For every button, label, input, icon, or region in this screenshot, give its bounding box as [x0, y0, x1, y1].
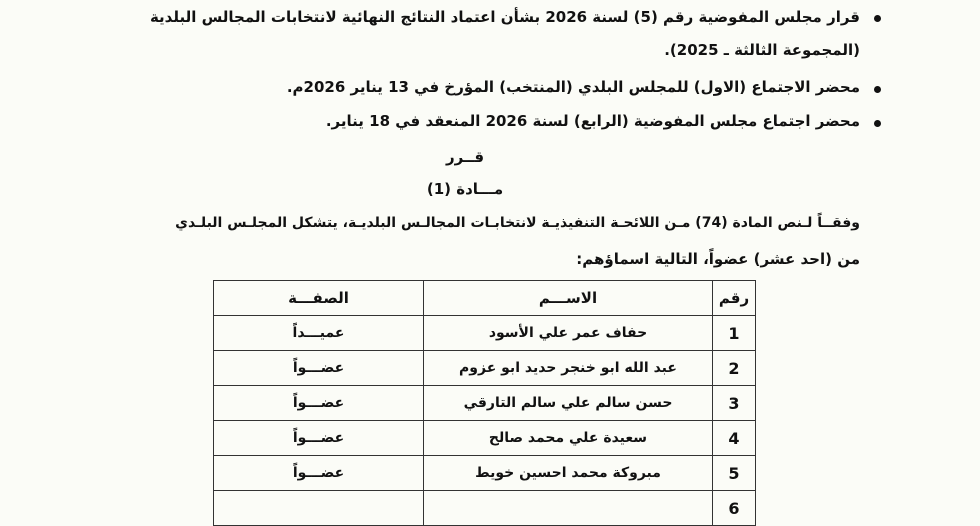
member-name: مبروكة محمد احسين خويط — [424, 456, 713, 491]
table-row — [214, 456, 756, 491]
reference-3: محضر اجتماع مجلس المفوضية (الرابع) لسنة 2026 المنعقد في 18 يناير. — [325, 112, 860, 130]
article-heading: مـــادة (1) — [426, 180, 504, 198]
bullet-icon — [874, 86, 881, 93]
table-row — [214, 386, 756, 421]
member-role: عضـــواً — [214, 421, 424, 456]
member-role: عضـــواً — [214, 351, 424, 386]
table-row — [214, 316, 756, 351]
table-row — [214, 421, 756, 456]
member-name: حفاف عمر علي الأسود — [424, 316, 713, 351]
article-text-line2: من (احد عشر) عضواً، التالية اسماؤهم: — [576, 250, 860, 268]
reference-1-continuation: (المجموعة الثالثة ـ 2025). — [664, 41, 860, 59]
table-row — [214, 351, 756, 386]
row-number: 2 — [713, 351, 756, 386]
member-name: سعيدة علي محمد صالح — [424, 421, 713, 456]
bullet-icon — [874, 120, 881, 127]
table-header-row — [214, 281, 756, 316]
table-row — [214, 491, 756, 526]
reference-1: قرار مجلس المفوضية رقم (5) لسنة 2026 بشأن اعتماد النتائج النهائية لانتخابات المجالس البلدية — [149, 8, 860, 26]
bullet-icon — [874, 15, 881, 22]
row-number: 5 — [713, 456, 756, 491]
decision-heading: قــرر — [445, 148, 485, 166]
member-name: عبد الله ابو خنجر حديد ابو عزوم — [424, 351, 713, 386]
article-text-line1: وفقــاً لـنص المادة (74) مـن اللائحـة التنفيذيـة لانتخابـات المجالـس البلديـة، يتشكل المجلـس البلـدي — [175, 215, 860, 231]
member-name — [424, 491, 713, 526]
member-role: عضـــواً — [214, 386, 424, 421]
row-number: 3 — [713, 386, 756, 421]
member-role: عضـــواً — [214, 456, 424, 491]
members-table — [213, 280, 756, 526]
row-number: 4 — [713, 421, 756, 456]
member-role: عميـــداً — [214, 316, 424, 351]
row-number: 1 — [713, 316, 756, 351]
header-name: الاســـم — [424, 281, 713, 316]
reference-2: محضر الاجتماع (الاول) للمجلس البلدي (المنتخب) المؤرخ في 13 يناير 2026م. — [286, 78, 860, 96]
member-role — [214, 491, 424, 526]
row-number: 6 — [713, 491, 756, 526]
header-number: رقم — [713, 281, 756, 316]
header-role: الصفـــة — [214, 281, 424, 316]
member-name: حسن سالم علي سالم التارقي — [424, 386, 713, 421]
